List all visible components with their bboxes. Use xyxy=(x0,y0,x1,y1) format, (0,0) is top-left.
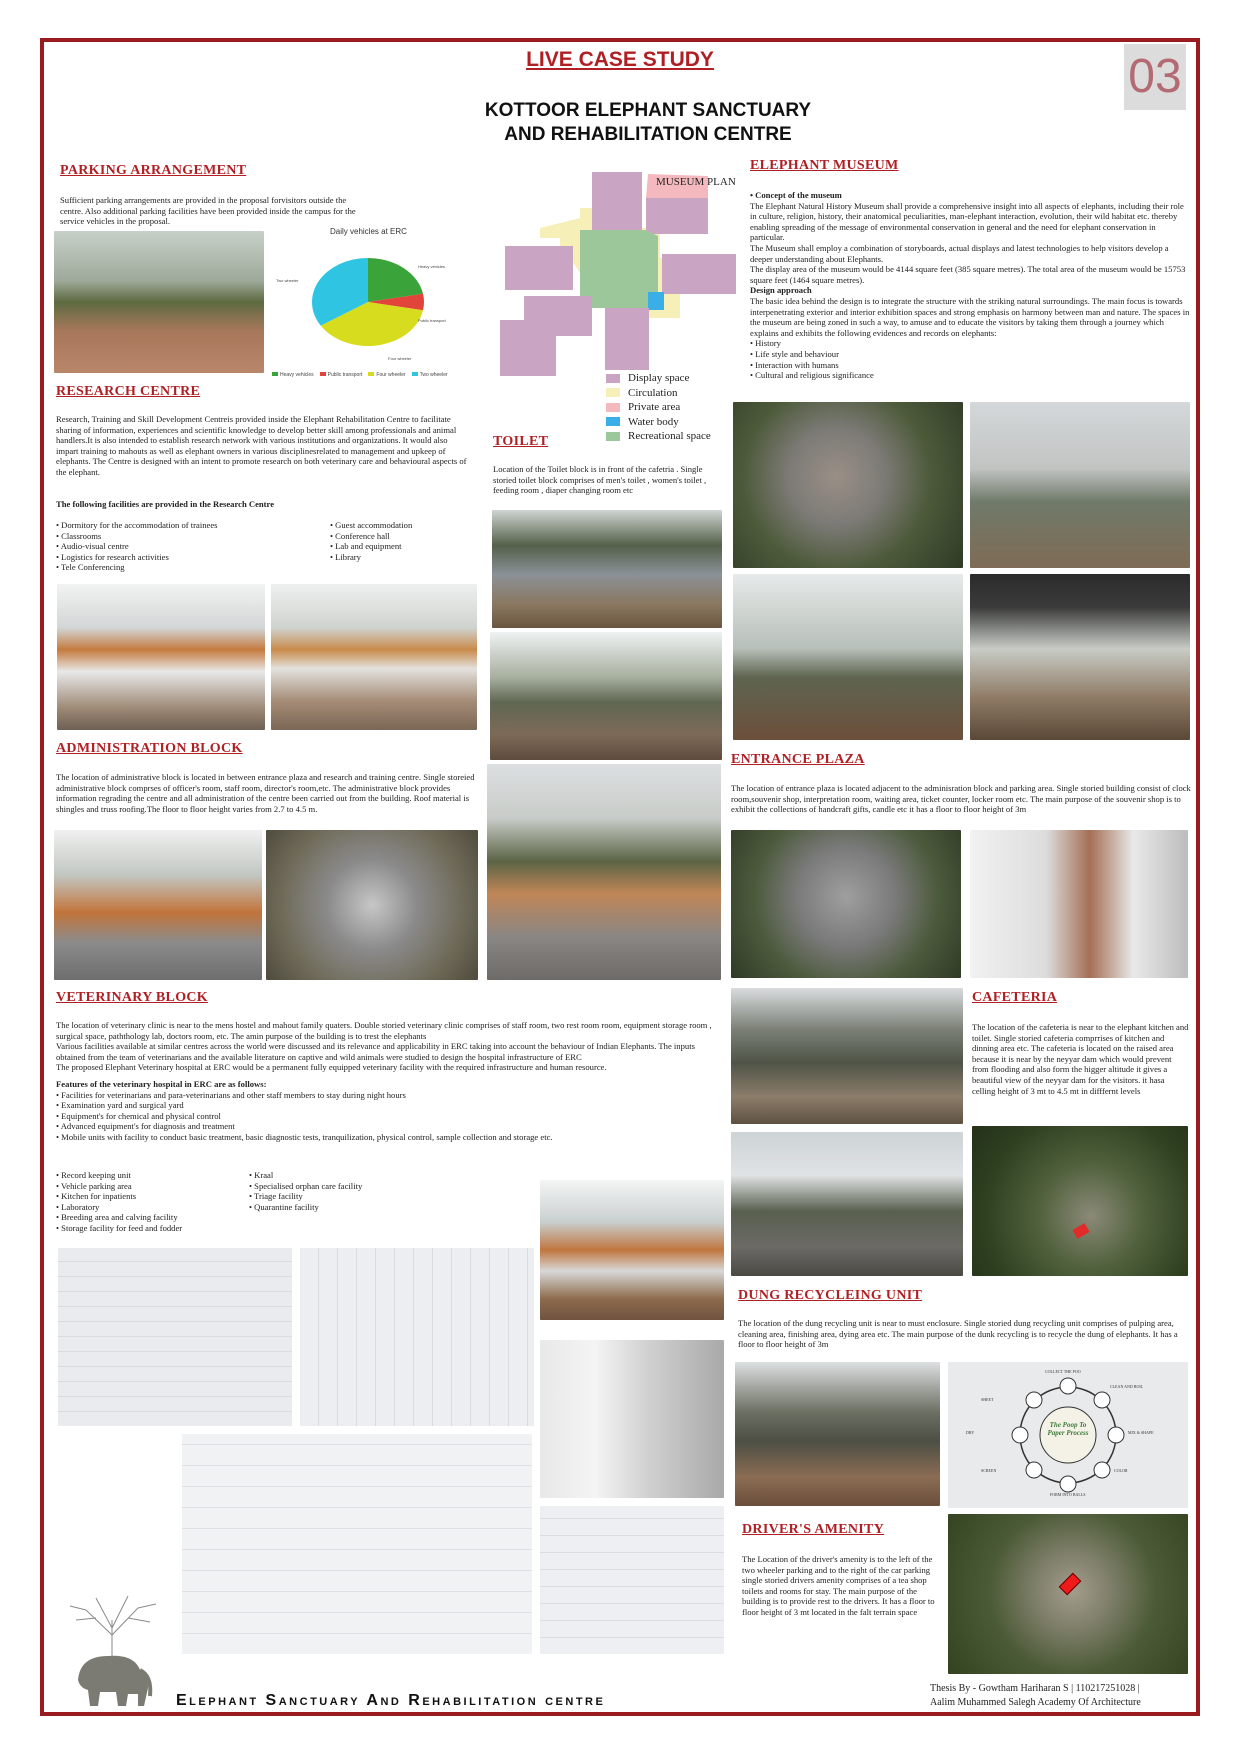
veterinary-heading: VETERINARY BLOCK xyxy=(56,990,208,1005)
list-item: • Examination yard and surgical yard xyxy=(56,1100,721,1111)
museum-aerial-photo xyxy=(733,402,963,568)
list-item: • Audio-visual centre xyxy=(56,541,316,552)
list-item: • Record keeping unit xyxy=(56,1170,246,1181)
list-item: • Triage facility xyxy=(249,1191,449,1202)
live-case-title: LIVE CASE STUDY xyxy=(526,48,714,71)
plan-legend-item xyxy=(606,372,689,384)
legend-label: Private area xyxy=(628,401,681,413)
list-item: • Kraal xyxy=(249,1170,449,1181)
entrance-interior-photo xyxy=(970,830,1188,978)
process-diagram-center: The Poop To Paper Process xyxy=(1047,1421,1089,1437)
toilet-text: Location of the Toilet block is in front of the cafetria . Single storied toilet block comprises of men's toilet , women's toilet , feeding room , diaper changing room etc xyxy=(493,464,707,496)
pie-slice-label: Public transport xyxy=(418,318,446,323)
page-number: 03 xyxy=(1128,50,1182,103)
process-step-2: CLEAN AND BOIL xyxy=(1110,1384,1144,1389)
museum-plan-title: MUSEUM PLAN xyxy=(656,176,736,188)
veterinary-drawing-2 xyxy=(300,1248,534,1426)
entrance-aerial-photo xyxy=(731,830,961,978)
pie-slice-label: Heavy vehicles xyxy=(418,264,445,269)
museum-front-photo xyxy=(733,574,963,740)
list-item: • Breeding area and calving facility xyxy=(56,1212,246,1223)
dung-unit-photo xyxy=(735,1362,940,1506)
plan-legend-item xyxy=(606,387,678,399)
list-item: • Guest accommodation xyxy=(330,520,480,531)
process-step-4: COLOR xyxy=(1114,1468,1128,1473)
pie-slice-label: Two wheeler xyxy=(276,278,299,283)
process-step-7: DRY xyxy=(966,1430,975,1435)
page-title-line1: KOTTOOR ELEPHANT SANCTUARY xyxy=(484,100,812,121)
elephant-tree-logo xyxy=(56,1590,168,1708)
list-item: • Storage facility for feed and fodder xyxy=(56,1223,246,1234)
list-item: • Life style and behaviour xyxy=(750,349,1190,360)
plan-legend-item xyxy=(606,416,679,428)
pie-legend xyxy=(272,372,462,378)
cafeteria-heading: CAFETERIA xyxy=(972,990,1058,1005)
cafeteria-photo-1 xyxy=(731,988,963,1124)
legend-swatch xyxy=(606,388,620,397)
admin-heading: ADMINISTRATION BLOCK xyxy=(56,741,243,756)
parking-pie-chart xyxy=(268,240,468,380)
list-item: • Library xyxy=(330,552,480,563)
list-item: • Kitchen for inpatients xyxy=(56,1191,246,1202)
list-item: • Cultural and religious significance xyxy=(750,370,1190,381)
research-list-right xyxy=(330,520,480,562)
plan-legend-item xyxy=(606,401,680,413)
museum-concept-text3: The display area of the museum would be 4144 square feet (385 square metres). The total area of the museum would be 15753 square feet (1464 square metres). xyxy=(750,264,1186,285)
cafeteria-photo-2 xyxy=(731,1132,963,1276)
list-item: • Advanced equipment's for diagnosis and treatment xyxy=(56,1121,721,1132)
admin-aerial-photo xyxy=(266,830,478,980)
veterinary-drawing-1 xyxy=(58,1248,292,1426)
research-text: Research, Training and Skill Development Centreis provided inside the Elephant Rehabilitation Centre to facilitate sharing of information, experiences and scientific knowledge to develop better skill among professionals and animal handlers.It is also intended to establish research network with various institutions and organizations. It would also impart training to mahouts as well as elephant owners in various disciplinesrelated to management and upkeep of elephants. The Centre is designed with an intent to promote research on both veterinary care and behavioural aspects of the elephant. xyxy=(56,414,467,477)
museum-design-title: Design approach xyxy=(750,285,812,296)
pie-chart-title: Daily vehicles at ERC xyxy=(330,227,407,236)
legend-swatch xyxy=(606,417,620,426)
list-item: • Classrooms xyxy=(56,531,316,542)
process-step-5: FORM INTO BALLS xyxy=(1050,1492,1086,1497)
research-list-left xyxy=(56,520,316,573)
research-photo-1 xyxy=(57,584,265,730)
plan-legend-item xyxy=(606,430,711,442)
list-item: • Vehicle parking area xyxy=(56,1181,246,1192)
toilet-photo-1 xyxy=(492,510,722,628)
museum-concept: • Concept of the museum The Elephant Natural History Museum shall provide a comprehensive insight into all aspects of elephants, including their role in culture, religion, history, their anatomical peculiarities, man-elephant interaction, evolution, their wild habitat etc. thereby enabling spreading of the message of environmental conservation in general and the need for elephant conservation in particular. The Museum shall employ a combination of storyboards, actual displays and latest technologies to help visitors develop a deeper understanding about Elephants. The display area of the museum would be 4144 square feet (385 square metres). The total area of the museum would be 15753 square feet (1464 square metres). Design approach The basic idea behind the design is to integrate the structure with the striking natural surroundings. The main focus is towards interpenetrating exterior and interior exhibition spaces and strong emphasis on harmony between man and nature. The spaces in the museum are being zoned in such a way, to amuse and to educate the visitors by taking them through a journey which explains and exhibits the following evidences and records on elephants: • History • Life style and behaviour • Interaction with humans • Cultural and religious significance xyxy=(750,190,1190,381)
veterinary-list-right xyxy=(249,1170,449,1212)
veterinary-text xyxy=(56,1020,721,1143)
legend-swatch xyxy=(606,374,620,383)
museum-heading: ELEPHANT MUSEUM xyxy=(750,158,899,173)
pie-slice-label: Four wheeler xyxy=(388,356,412,361)
list-item: • Interaction with humans xyxy=(750,360,1190,371)
legend-item: Heavy vehicles xyxy=(272,372,314,378)
legend-item: Public transport xyxy=(320,372,363,378)
parking-text: Sufficient parking arrangements are provided in the proposal forvisitors outside the centre. Also additional parking facilities have been provided inside the campus for the service vehicles in the proposal. xyxy=(60,195,356,227)
parking-photo xyxy=(54,231,264,373)
museum-plan-diagram xyxy=(500,168,750,376)
footer-credit-1: Thesis By - Gowtham Hariharan S | 110217251028 | xyxy=(930,1683,1140,1694)
toilet-photo-2 xyxy=(490,632,722,760)
admin-approach-photo xyxy=(487,764,721,980)
research-heading: RESEARCH CENTRE xyxy=(56,384,201,399)
legend-item: Four wheeler xyxy=(368,372,405,378)
veterinary-building-photo xyxy=(540,1180,724,1320)
dung-text: The location of the dung recycling unit is near to must enclosure. Single storied dung recycling unit comprises of pulping area, cleaning area, finishing area, dying area etc. The main purpose of the dunk recycling is to recycle the dung of elephants. It has a floor to floor height of 3m xyxy=(738,1318,1178,1350)
process-step-3: MIX & SHAPE xyxy=(1128,1430,1154,1435)
list-item: • Dormitory for the accommodation of trainees xyxy=(56,520,316,531)
legend-item: Two wheeler xyxy=(412,372,448,378)
list-item: • Quarantine facility xyxy=(249,1202,449,1213)
veterinary-interior-photo xyxy=(540,1340,724,1498)
list-item: • History xyxy=(750,338,1190,349)
veterinary-text2: Various facilities available at similar centres across the world were discussed and its relevance and applicability in ERC taking into account the behaviour of Indian Elephants. The inputs obtained from the team of veterinarians and the available literature on captive and wild animals were studied to design the hospital infrastructure of ERC xyxy=(56,1041,695,1062)
legend-label: Water body xyxy=(628,415,679,428)
museum-design-text: The basic idea behind the design is to integrate the structure with the striking natural surroundings. The main focus is towards interpenetrating exterior and interior exhibition spaces and strong emphasis on harmony between man and nature. The spaces in the museum are being zoned in such a way, to amuse and to educate the visitors by taking them through a journey which explains and exhibits the following evidences and records on elephants: xyxy=(750,295,1190,338)
museum-items xyxy=(750,338,1190,380)
veterinary-features-title: Features of the veterinary hospital in ERC are as follows: xyxy=(56,1078,267,1089)
museum-courtyard-photo xyxy=(970,402,1190,568)
list-item: • Logistics for research activities xyxy=(56,552,316,563)
toilet-heading: TOILET xyxy=(493,434,549,449)
veterinary-text1: The location of veterinary clinic is near to the mens hostel and mahout family quaters. Double storied veterinary clinic comprises of staff room, two rest room room, equipment storage room , surgical space, paththology lab, doctors room, etc. The amin purpose of the building is to trest the elephants xyxy=(56,1020,712,1041)
list-item: • Laboratory xyxy=(56,1202,246,1213)
process-step-8: SHEET xyxy=(981,1397,994,1402)
legend-label: Circulation xyxy=(628,386,678,399)
research-list-title: The following facilities are provided in the Research Centre xyxy=(56,499,275,509)
museum-concept-text2: The Museum shall employ a combination of storyboards, actual displays and latest technologies to help visitors develop a deeper understanding about Elephants. xyxy=(750,242,1169,264)
entrance-text: The location of entrance plaza is located adjacent to the adminisration block and parking area. Single storied building consist of clock room,souvenir shop, interpretation room, waiting area, ticket counter, locker room etc. The main purpose of the souvenir shop is to exhibit the collections of handcraft gifts, candle etc it has a floor to floor height of 3m xyxy=(731,783,1191,815)
page-title-line2: AND REHABILITATION CENTRE xyxy=(504,124,792,145)
footer-credit-2: Aalim Muhammed Salegh Academy Of Architecture xyxy=(930,1697,1141,1708)
museum-concept-title: Concept of the museum xyxy=(755,190,842,200)
list-item: • Conference hall xyxy=(330,531,480,542)
veterinary-list-left xyxy=(56,1170,246,1234)
legend-swatch xyxy=(606,432,620,441)
driver-heading: DRIVER'S AMENITY xyxy=(742,1522,885,1537)
process-step-1: COLLECT THE POO xyxy=(1045,1369,1081,1374)
museum-interior-photo xyxy=(970,574,1190,740)
list-item: • Facilities for veterinarians and para-veterinarians and other staff members to stay during night hours xyxy=(56,1090,721,1101)
admin-photo xyxy=(54,830,262,980)
process-step-6: SCREEN xyxy=(981,1468,997,1473)
entrance-heading: ENTRANCE PLAZA xyxy=(731,752,865,767)
research-photo-2 xyxy=(271,584,477,730)
veterinary-text3: The proposed Elephant Veterinary hospital at ERC would be a permanent fully equipped veterinary facility with the required infrastructure and human resource. xyxy=(56,1062,607,1073)
legend-swatch xyxy=(606,403,620,412)
legend-label: Display space xyxy=(628,372,690,384)
cafeteria-text: The location of the cafeteria is near to the elephant kitchen and toilet. Single storied cafeteria comprrises of kitchen and dinning area etc. The cafeteria is located on the raised area because it is near by the neyyar dam which would prevent from flooding and also form the higger altitude it gives a beautiful view of the neyyar dam for the visitors. it hasa celling height of 3 mt to 4.5 mt in difffernt levels xyxy=(972,1022,1189,1096)
list-item: • Equipment's for chemical and physical control xyxy=(56,1111,721,1122)
cafeteria-aerial-photo xyxy=(972,1126,1188,1276)
footer-brand: Elephant Sanctuary And Rehabilitation centre xyxy=(176,1692,606,1709)
admin-text: The location of administrative block is located in between entrance plaza and research and training centre. Single storeied administrative block comprses of officer's room, staff room, director's room,etc. The administrative block provides information regrading the centre and all administration of the centre been carried out from the building. Roof material is shingles and truss roofing.The floor to floor height varies from 2.7 to 4.5 m. xyxy=(56,772,475,814)
list-item: • Mobile units with facility to conduct basic treatment, basic diagnostic tests, tranquilization, physical control, sample collection and storage etc. xyxy=(56,1132,721,1143)
list-item: • Tele Conferencing xyxy=(56,562,316,573)
driver-text: The Location of the driver's amenity is to the left of the two wheeler parking and to the right of the car parking single storied drivers amenity comprises of a tea shop toilets and rooms for stay. The main purpose of the building is to provide rest to the drivers. It has a floor to floor height of 3 mt located in the falt terrain space xyxy=(742,1554,935,1617)
veterinary-section-drawing xyxy=(182,1434,532,1654)
parking-heading: PARKING ARRANGEMENT xyxy=(60,163,247,178)
list-item: • Specialised orphan care facility xyxy=(249,1181,449,1192)
list-item: • Lab and equipment xyxy=(330,541,480,552)
museum-concept-text: The Elephant Natural History Museum shall provide a comprehensive insight into all aspects of elephants, including their role in culture, religion, history, their anatomical peculiarities, man-elephant interaction, evolution, their wild habitat etc. thereby enabling spreading of the message of environmental conservation in general and the need for elephant conservation in particular. xyxy=(750,200,1184,243)
legend-label: Recreational space xyxy=(628,430,711,442)
veterinary-drawing-3 xyxy=(540,1506,724,1654)
dung-heading: DUNG RECYCLEING UNIT xyxy=(738,1288,923,1303)
